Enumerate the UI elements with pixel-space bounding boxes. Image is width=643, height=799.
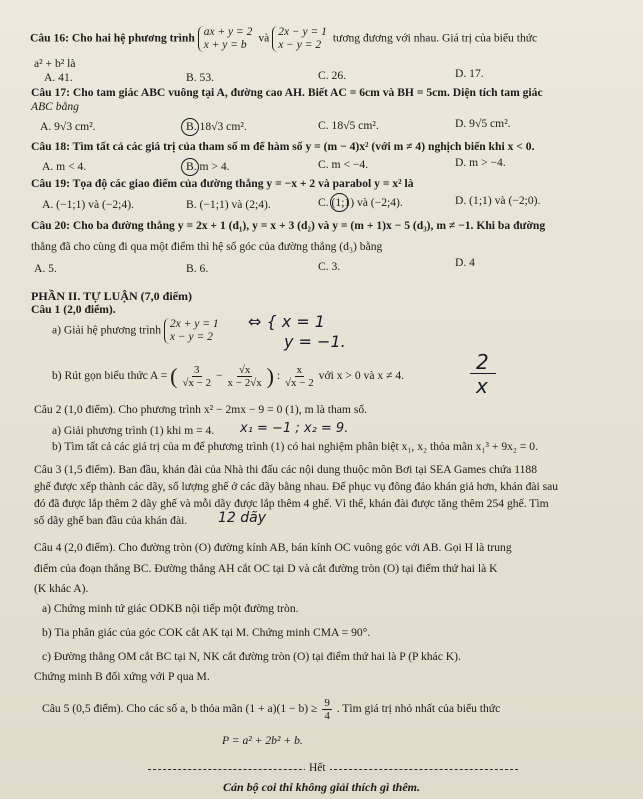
part2-c4b: b) Tia phân giác của góc COK cắt AK tại M. Chứng minh CMA = 90°. [42, 626, 371, 639]
hand-c1b-den: x [476, 374, 488, 398]
q17-text: Câu 17: Cho tam giác ABC vuông tại A, đường cao AH. Biết AC = 6cm và BH = 5cm. Diện tích tam giác [31, 86, 543, 99]
part2-c4-3: (K khác A). [34, 582, 89, 595]
part2-c3-4: số dãy ghế ban đầu của khán đài. [34, 514, 188, 527]
q17-option-d: D. 9√5 cm². [455, 117, 511, 130]
c5-f-num: 9 [324, 696, 330, 709]
part2-c5-a: Câu 5 (0,5 điểm). Cho các số a, b thỏa mãn (1 + a)(1 − b) ≥ [42, 702, 318, 715]
part2-c1a-line [52, 318, 643, 344]
q18-option-d: D. m > −4. [455, 156, 506, 169]
q19-option-d: D. (1;1) và (−2;0). [455, 194, 541, 207]
q20-option-c: C. 3. [318, 260, 341, 273]
part2-c4-1: Câu 4 (2,0 điểm). Cho đường tròn (O) đường kính AB, bán kính OC vuông góc với AB. Gọi H là trung [34, 541, 512, 554]
q16-system-1 [198, 26, 256, 52]
c5-f-den: 4 [324, 709, 330, 722]
part2-c3-3: đó đã được lắp thêm 2 dãy ghế và mỗi dãy được lắp thêm 4 ghế. Vì thế, khán đài được tăng thêm 254 ghế. Tìm [34, 497, 549, 510]
q19-text: Câu 19: Tọa độ các giao điểm của đường thẳng y = −x + 2 và parabol y = x² là [31, 177, 414, 190]
q19-option-c: C. (1;1) và (−2;4). [318, 196, 403, 209]
q17-option-a: A. 9√3 cm². [40, 120, 96, 133]
part2-title: PHẦN II. TỰ LUẬN (7,0 điểm) [31, 289, 192, 303]
part2-c1a: a) Giải hệ phương trình [52, 323, 162, 337]
hand-c3: 12 dãy [218, 510, 267, 526]
paren-close: ) [266, 363, 274, 389]
q20-text: Câu 20: Cho ba đường thẳng y = 2x + 1 (d₁), y = x + 3 (d₂) và y = (m + 1)x − 5 (d₃), m ≠ −1. Khi ba đường [31, 219, 546, 232]
part2-c4c-2: Chứng minh B đối xứng với P qua M. [34, 670, 210, 683]
paren-open: ( [170, 363, 178, 389]
part2-c1: Câu 1 (2,0 điểm). [31, 303, 116, 316]
part2-c4c: c) Đường thẳng OM cắt BC tại N, NK cắt đường tròn (O) tại điểm thứ hai là P (P khác K). [42, 650, 461, 663]
c1b-condition: với x > 0 và x ≠ 4. [318, 369, 405, 382]
c1b-minus: − [216, 369, 223, 382]
q16-option-b: B. 53. [186, 71, 215, 84]
q18-option-a: A. m < 4. [42, 160, 87, 173]
q16-option-a: A. 41. [44, 71, 73, 84]
q18-selected-mark [181, 158, 199, 176]
part2-c1a-eq1: 2x + y = 1 [169, 318, 219, 330]
q16-option-c: C. 26. [318, 69, 347, 82]
part2-c5-b: . Tìm giá trị nhỏ nhất của biểu thức [336, 702, 501, 715]
c1b-f1-num: 3 [194, 363, 200, 376]
c1b-divide: : [276, 369, 281, 382]
q16-tail: tương đương với nhau. Giá trị của biểu thức [332, 31, 538, 45]
q16-and: và [258, 31, 270, 45]
q16-expr: a² + b² là [34, 57, 76, 70]
q16-system-2 [272, 26, 330, 52]
q17-option-b: B. 18√3 cm². [186, 120, 247, 133]
q17-option-c: C. 18√5 cm². [318, 119, 379, 132]
q16-sys1-eq2: x + y = b [203, 39, 247, 51]
q20-option-b: B. 6. [186, 262, 209, 275]
c1b-f3-num: x [296, 363, 303, 376]
c1b-f3-den: √x − 2 [285, 376, 314, 389]
part2-c1a-eq2: x − y = 2 [169, 331, 213, 343]
c1b-fraction-3 [285, 364, 314, 389]
q16-sys1-eq1: ax + y = 2 [203, 26, 253, 38]
part2-c4a: a) Chứng minh tứ giác ODKB nội tiếp một đường tròn. [42, 602, 299, 615]
part2-c5-expr: P = a² + 2b² + b. [222, 734, 303, 747]
q18-text: Câu 18: Tìm tất cả các giá trị của tham số m để hàm số y = (m − 4)x² (với m ≠ 4) nghịch biến khi x < 0. [31, 140, 535, 153]
c5-fraction [322, 697, 332, 722]
hand-c2a: x₁ = −1 ; x₂ = 9. [240, 421, 349, 436]
part2-c4-2: điểm của đoạn thẳng BC. Đường thẳng AH cắt OC tại D và cắt đường tròn (O) tại điểm thứ hai là K [34, 562, 498, 575]
footer-note: Cán bộ coi thi không giải thích gì thêm. [222, 780, 421, 794]
footer-end: Hết [305, 762, 330, 774]
c1b-fraction-2 [227, 364, 261, 389]
q19-option-a: A. (−1;1) và (−2;4). [42, 198, 134, 211]
q16-line [30, 26, 643, 52]
q17-text-2: ABC bằng [31, 100, 79, 113]
q17-selected-mark [181, 118, 199, 136]
q20-text-2: thẳng đã cho cùng đi qua một điểm thì hệ số góc của đường thẳng (d₃) bằng [31, 240, 383, 253]
q18-option-c: C. m < −4. [318, 158, 369, 171]
c1b-fraction-1 [182, 364, 211, 389]
part2-c3-1: Câu 3 (1,5 điểm). Ban đầu, khán đài của Nhà thi đấu các nội dung thuộc môn Bơi tại SEA Games chứa 1188 [34, 463, 537, 476]
c1b-f2-den: x − 2√x [227, 376, 262, 389]
q16-sys2-eq2: x − y = 2 [278, 39, 322, 51]
q18-option-b: B. m > 4. [186, 160, 230, 173]
part2-c2b: b) Tìm tất cả các giá trị của m để phương trình (1) có hai nghiệm phân biệt x₁, x₂ thỏa mãn x₁³ + 9x₂ = 0. [52, 440, 539, 453]
footer-divider [148, 769, 518, 770]
part2-c1b-label: b) Rút gọn biểu thức A = [52, 369, 168, 382]
q16-text: Câu 16: Cho hai hệ phương trình [30, 31, 195, 45]
q19-selected-mark [330, 193, 349, 212]
part2-c3-2: ghế được xếp thành các dãy, số lượng ghế ở các dãy bằng nhau. Để phục vụ đông đảo khán giả hơn, khán đài sau [34, 480, 559, 493]
c1b-f2-num: √x [238, 363, 251, 376]
hand-c1a-line1: ⇔ { x = 1 [248, 312, 325, 331]
part2-c1a-system [164, 318, 222, 344]
hand-c1a-line2: y = −1. [284, 332, 346, 351]
q19-option-b: B. (−1;1) và (2;4). [186, 198, 271, 211]
hand-c1b-num: 2 [476, 350, 489, 374]
c1b-f1-den: √x − 2 [182, 376, 212, 389]
q20-option-d: D. 4 [455, 256, 475, 269]
part2-c5-line [42, 694, 643, 724]
part2-c2a: a) Giải phương trình (1) khi m = 4. [52, 424, 215, 437]
q16-option-d: D. 17. [455, 67, 484, 80]
q16-sys2-eq1: 2x − y = 1 [278, 26, 327, 38]
q20-option-a: A. 5. [34, 262, 57, 275]
part2-c1b-line [52, 358, 643, 394]
part2-c2: Câu 2 (1,0 điểm). Cho phương trình x² − 2mx − 9 = 0 (1), m là tham số. [34, 403, 368, 416]
